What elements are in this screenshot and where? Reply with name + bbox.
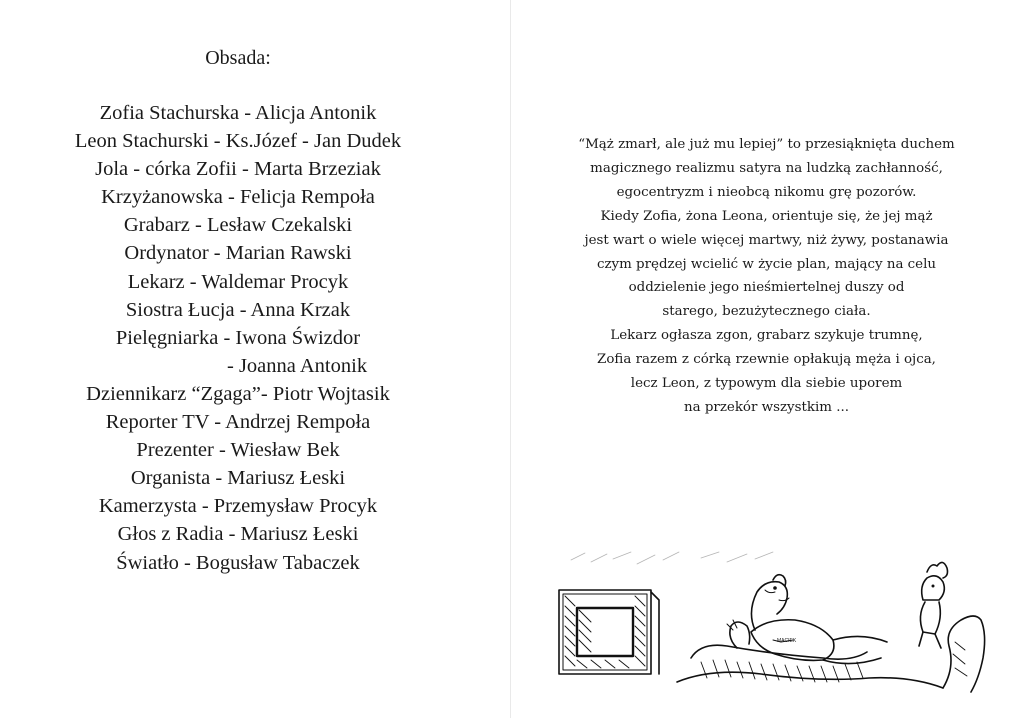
cast-line: Zofia Stachurska - Alicja Antonik <box>99 102 377 124</box>
synopsis-line: Lekarz ogłasza zgon, grabarz szykuje trumnę, <box>610 328 923 344</box>
synopsis-line: czym prędzej wcielić w życie plan, mający na celu <box>596 256 937 272</box>
cast-line: Jola - córka Zofii - Marta Brzeziak <box>95 158 381 181</box>
cast-line: Kamerzysta - Przemysław Procyk <box>98 495 378 518</box>
synopsis-line: jest wart o wiele więcej martwy, niż żywy, postanawia <box>584 232 949 248</box>
synopsis-line: oddzielenie jego nieśmiertelnej duszy od <box>628 280 905 296</box>
synopsis-line: Kiedy Zofia, żona Leona, orientuje się, że jej mąż <box>600 208 933 224</box>
cast-line: Lekarz - Waldemar Procyk <box>127 270 349 293</box>
cartoon-illustration <box>551 550 991 698</box>
cast-line: Głos z Radia - Mariusz Łeski <box>117 523 359 546</box>
cast-line: Organista - Mariusz Łeski <box>130 467 346 490</box>
shirt-text: MACIEK <box>777 638 797 644</box>
cartoon-woman-icon <box>919 562 948 648</box>
cast-line: Leon Stachurski - Ks.Józef - Jan Dudek <box>74 130 402 153</box>
tv-icon <box>559 590 659 674</box>
right-page-synopsis <box>511 0 1024 718</box>
cast-line: Dziennikarz “Zgaga”- Piotr Wojtasik <box>86 382 390 405</box>
synopsis-line: lecz Leon, z typowym dla siebie uporem <box>630 376 903 392</box>
cast-line: Ordynator - Marian Rawski <box>124 242 352 265</box>
synopsis-line: starego, bezużytecznego ciała. <box>662 304 871 320</box>
left-page-cast <box>0 0 511 718</box>
background-hatching <box>571 552 773 564</box>
synopsis-line: magicznego realizmu satyra na ludzką zachłanność, <box>590 160 943 176</box>
cast-line: Siostra Łucja - Anna Krzak <box>125 298 351 321</box>
synopsis-line: na przekór wszystkim ... <box>684 399 849 415</box>
cast-line-continuation: - Joanna Antonik <box>227 354 368 377</box>
cast-list <box>0 99 476 577</box>
cast-heading: Obsada: <box>205 47 271 69</box>
cast-line: Pielęgniarka - Iwona Świzdor <box>115 326 361 349</box>
synopsis-text <box>511 133 1022 420</box>
cast-line: Grabarz - Lesław Czekalski <box>123 214 353 237</box>
synopsis-line: egocentryzm i nieobcą nikomu grę pozorów. <box>616 184 917 200</box>
cast-line: Reporter TV - Andrzej Rempoła <box>105 411 371 434</box>
cast-line: Prezenter - Wiesław Bek <box>136 439 340 462</box>
cast-line: Krzyżanowska - Felicja Rempoła <box>101 186 375 209</box>
cast-line: Światło - Bogusław Tabaczek <box>116 551 360 574</box>
synopsis-line: “Mąż zmarł, ale już mu lepiej” to przesiąknięta duchem <box>578 137 955 152</box>
synopsis-line: Zofia razem z córką rzewnie opłakują męża i ojca, <box>597 352 936 368</box>
